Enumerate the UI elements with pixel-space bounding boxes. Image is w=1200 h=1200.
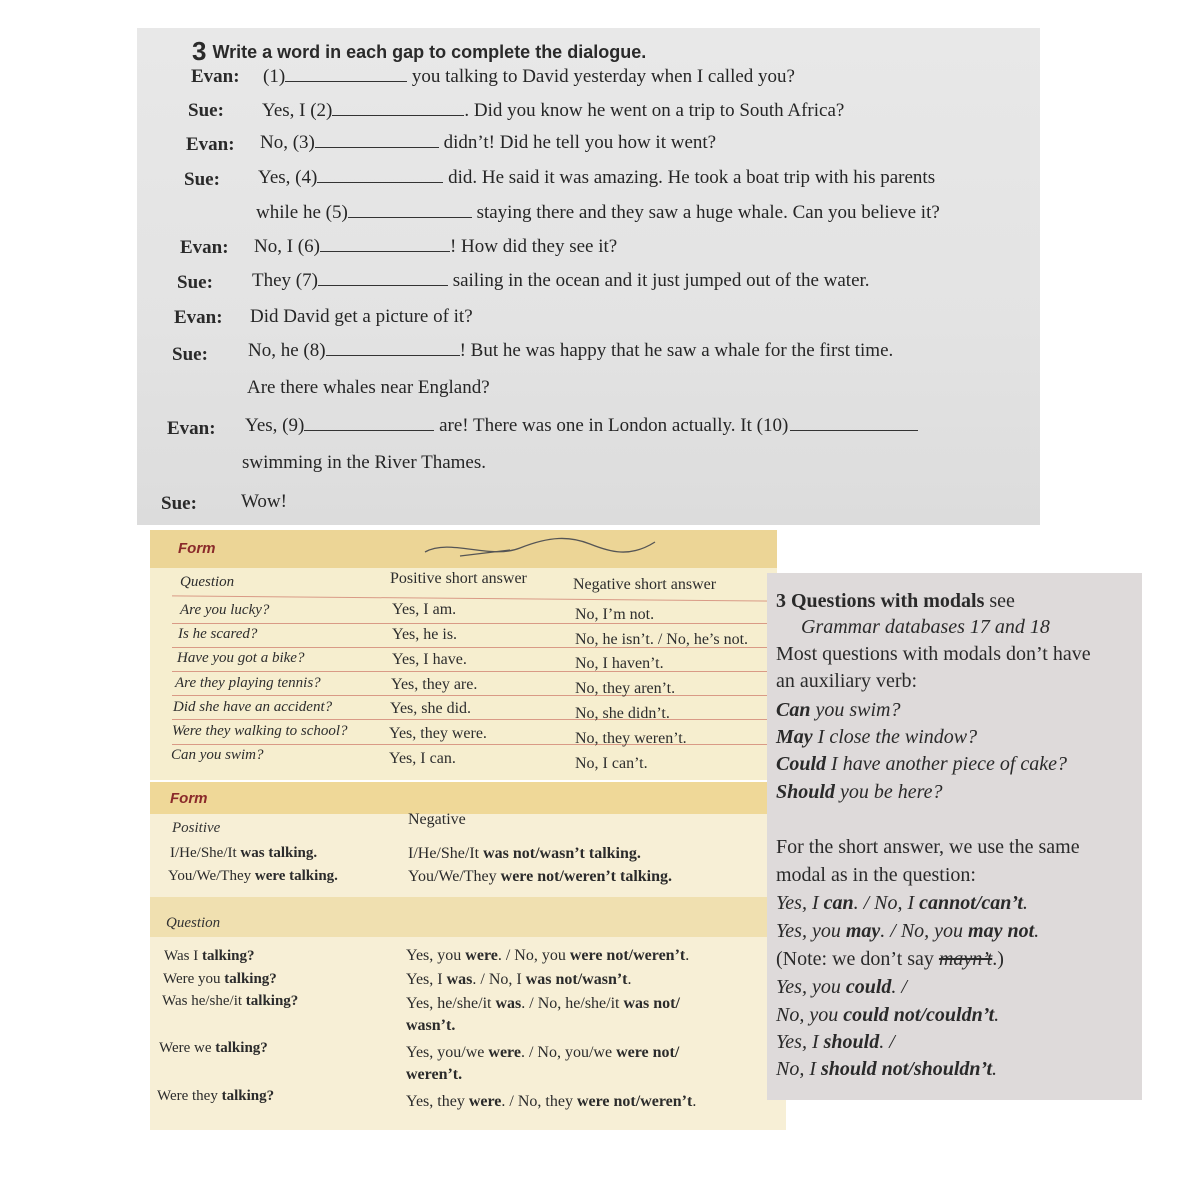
line-text: ! How did they see it? [449,236,618,257]
answer-gap[interactable] [790,429,918,431]
positive-label: Positive [172,820,221,836]
note-number: 3 [776,590,786,612]
speaker-label: Sue: [188,100,224,121]
answer-line [776,1031,895,1054]
answer-text: . [992,1058,998,1080]
speaker-label: Evan: [186,134,235,155]
gap-number: Yes, (9) [245,415,305,436]
table-cell: Is he scared? [178,626,258,642]
example-text: you be here? [834,781,943,803]
note-see: see [989,590,1015,612]
speaker-label: Evan: [180,237,229,258]
table-cell: No, I can’t. [575,755,648,772]
table-cell: Were they walking to school? [172,723,348,739]
negative-row [408,867,672,887]
answer-modal: can [823,892,854,914]
table-cell: Yes, I have. [392,651,467,668]
question-row [162,991,298,1011]
positive-row [168,866,338,886]
table-cell: No, he isn’t. / No, he’s not. [575,631,749,648]
answer-line [776,892,1028,915]
answer-row [406,970,632,990]
example-line [776,699,900,722]
row-text-bold: was not/wasn’t [525,971,628,988]
row-text-bold: talking? [221,1088,275,1104]
question-row [164,946,254,966]
row-text-bold: talking? [245,993,299,1009]
table-cell: Yes, he is. [392,626,458,643]
answer-text: Yes, you [776,976,846,998]
gap-number: while he (5) [256,202,348,223]
modal-word: May [776,726,813,748]
modal-word: Can [776,699,811,721]
row-text: . / No, I [472,971,526,988]
positive-row [170,843,317,863]
dialogue-line [260,132,716,154]
table-title-bar [150,782,786,814]
row-text: Yes, you [406,947,466,964]
dialogue-line [245,415,918,437]
gap-number: (1) [263,66,286,87]
table-cell: Yes, I can. [389,750,456,767]
table-rule [172,623,777,624]
speaker-label: Sue: [161,493,197,514]
question-row [159,1038,268,1058]
answer-gap[interactable] [332,114,464,116]
answer-text: .) [992,948,1004,970]
gap-number: Yes, (4) [258,167,318,188]
row-text: I/He/She/It [170,845,241,861]
example-line [776,753,1067,776]
line-text: you talking to David yesterday when I called you? [411,66,795,87]
answer-modal: should [823,1031,880,1053]
answer-row [406,1092,696,1112]
answer-row [406,1043,679,1063]
speaker-label: Sue: [184,169,220,190]
row-text: . [692,1093,697,1110]
gap-number: No, (3) [260,132,315,153]
answer-line [776,1004,999,1027]
dialogue-line [247,377,490,399]
row-text: Were you [163,971,225,987]
line-text: swimming in the River Thames. [242,452,486,473]
line-text: ! But he was happy that he saw a whale for the first time. [459,340,894,361]
row-text-bold: were [465,947,498,964]
answer-modal: could [845,976,892,998]
row-text-bold: were [488,1044,521,1061]
answer-text: (Note: we don’t say [776,948,939,970]
row-text: . / No, you/we [520,1044,617,1061]
answer-modal: could not/couldn’t [843,1004,995,1026]
answer-modal: cannot/can’t [919,892,1023,914]
row-text-bold: were not/weren’t [576,1093,693,1110]
dialogue-line [250,306,473,328]
answer-gap[interactable] [320,250,450,252]
form-title: Form [170,790,208,807]
gap-number: No, I (6) [254,236,320,257]
dialogue-line [262,100,844,122]
table-cell: No, she didn’t. [575,705,670,722]
line-text: Are there whales near England? [247,377,490,398]
dialogue-line [241,491,287,513]
answer-text: No, you [776,1004,844,1026]
question-title-bar [150,897,786,937]
row-text-bold: were not/ [616,1044,680,1061]
column-header-negative: Negative short answer [573,576,717,593]
row-text-bold: was not/ [623,995,680,1012]
example-line [776,781,943,804]
table-rule [172,671,777,672]
line-text: staying there and they saw a huge whale. Can you believe it? [476,202,940,223]
row-text: Was he/she/it [162,993,246,1009]
answer-row-continued: wasn’t. [406,1017,456,1034]
table-cell: Are they playing tennis? [175,675,321,691]
answer-text: . [1034,920,1040,942]
row-text-bold: was talking. [240,845,318,861]
note-title: Questions with modals [791,590,985,612]
row-text-bold: was [495,995,522,1012]
table-cell: Did she have an accident? [173,699,333,715]
example-text: I have another piece of cake? [826,753,1068,775]
row-text: Were we [159,1040,216,1056]
answer-modal: may [845,920,881,942]
row-text: . [685,947,690,964]
exercise-panel [137,28,1040,525]
row-text-bold: were talking. [254,868,338,884]
dialogue-line [242,452,486,474]
column-header-positive: Positive short answer [390,570,527,587]
answer-line [776,1058,997,1081]
answer-gap[interactable] [304,429,434,431]
pen-scribble [420,530,660,566]
line-text: Did David get a picture of it? [250,306,473,327]
row-text: Was I [164,948,202,964]
speaker-label: Evan: [167,418,216,439]
answer-text: Yes, I [776,1031,824,1053]
column-header-question: Question [180,574,235,590]
note-text: an auxiliary verb: [776,670,918,692]
note-text: modal as in the question: [776,864,976,886]
row-text: . / No, they [501,1093,577,1110]
short-answers-table [150,530,777,780]
negative-label: Negative [408,811,466,828]
table-cell: Can you swim? [171,747,264,763]
answer-text: . [1022,892,1028,914]
answer-text: . / No, I [853,892,920,914]
answer-modal: may not [968,920,1035,942]
answer-line [776,976,907,999]
modal-word: Should [776,781,835,803]
dialogue-line [248,340,893,362]
row-text: I/He/She/It [408,845,484,862]
row-text: . / No, he/she/it [521,995,624,1012]
question-row [157,1086,274,1106]
answer-row-continued: weren’t. [406,1066,463,1083]
line-text: didn’t! Did he tell you how it went? [443,132,717,153]
modal-word: Could [776,753,827,775]
row-text-bold: was not/wasn’t talking. [483,845,641,862]
dialogue-line [263,66,795,88]
exercise-number: 3 [192,36,207,66]
dialogue-line [252,270,870,292]
answer-text: . / [879,1031,895,1053]
row-text-bold: talking? [215,1040,268,1056]
table-cell: No, I’m not. [575,606,655,623]
row-text: Yes, I [406,971,447,988]
exercise-heading [192,36,646,67]
answer-text: . / No, you [880,920,969,942]
answer-gap[interactable] [326,354,460,356]
exercise-instruction: Write a word in each gap to complete the dialogue. [212,42,647,62]
speaker-label: Sue: [177,272,213,293]
row-text: Were they [157,1088,222,1104]
row-text: You/We/They [408,868,501,885]
dialogue-line [254,236,617,258]
note-reference: Grammar databases 17 and 18 [801,616,1050,638]
line-text: sailing in the ocean and it just jumped out of the water. [452,270,870,291]
negative-row [408,844,641,864]
table-rule [172,595,777,601]
line-text: did. He said it was amazing. He took a boat trip with his parents [448,167,936,188]
example-text: I close the window? [812,726,978,748]
gap-number: Yes, I (2) [262,100,333,121]
speaker-label: Evan: [191,66,240,87]
answer-gap[interactable] [318,284,448,286]
note-text: Most questions with modals don’t have [776,643,1091,665]
answer-modal: should not/shouldn’t [821,1058,993,1080]
row-text: Yes, you/we [406,1044,489,1061]
table-cell: No, they weren’t. [575,730,687,747]
example-line [776,726,977,749]
struck-word: mayn’t [938,948,993,970]
row-text-bold: were not/weren’t talking. [500,868,673,885]
answer-text: No, I [776,1058,821,1080]
answer-text: . [994,1004,1000,1026]
question-row [163,969,277,989]
row-text-bold: talking? [224,971,277,987]
answer-gap[interactable] [315,146,439,148]
row-text: You/We/They [168,868,255,884]
dialogue-line [258,167,935,189]
modals-note [767,573,1142,1100]
gap-number: No, he (8) [248,340,326,361]
table-cell: Are you lucky? [180,602,270,618]
answer-text: . / [891,976,907,998]
table-cell: Yes, she did. [390,700,472,717]
table-cell: Yes, they are. [391,676,478,693]
speaker-label: Evan: [174,307,223,328]
dialogue-line [256,202,940,224]
answer-text: Yes, you [776,920,846,942]
example-text: you swim? [810,699,901,721]
answer-row [406,946,689,966]
table-cell: No, I haven’t. [575,655,664,672]
row-text: . [627,971,632,988]
line-text: are! There was one in London actually. It (10) [439,415,789,436]
row-text-bold: was [446,971,473,988]
answer-gap[interactable] [285,80,407,82]
row-text-bold: were [468,1093,502,1110]
form-title: Form [178,540,216,557]
question-label: Question [166,915,221,931]
answer-gap[interactable] [317,181,443,183]
table-cell: Yes, I am. [392,601,457,618]
row-text: . / No, you [497,947,570,964]
past-continuous-table [150,782,786,1130]
line-text: Wow! [241,491,287,512]
table-cell: No, they aren’t. [575,680,676,697]
row-text: Yes, he/she/it [406,995,496,1012]
answer-line [776,920,1039,943]
table-cell: Have you got a bike? [177,650,305,666]
answer-text: Yes, I [776,892,824,914]
gap-number: They (7) [252,270,318,291]
row-text-bold: talking? [201,948,255,964]
line-text: . Did you know he went on a trip to South Africa? [464,100,845,121]
answer-line [776,948,1004,971]
answer-row [406,994,680,1014]
speaker-label: Sue: [172,344,208,365]
note-heading [776,590,1015,613]
table-cell: Yes, they were. [389,725,487,742]
table-rule [172,719,777,720]
row-text-bold: were not/weren’t [569,947,686,964]
answer-gap[interactable] [348,216,472,218]
note-text: For the short answer, we use the same [776,836,1080,858]
row-text: Yes, they [406,1093,469,1110]
table-rule [172,695,777,696]
